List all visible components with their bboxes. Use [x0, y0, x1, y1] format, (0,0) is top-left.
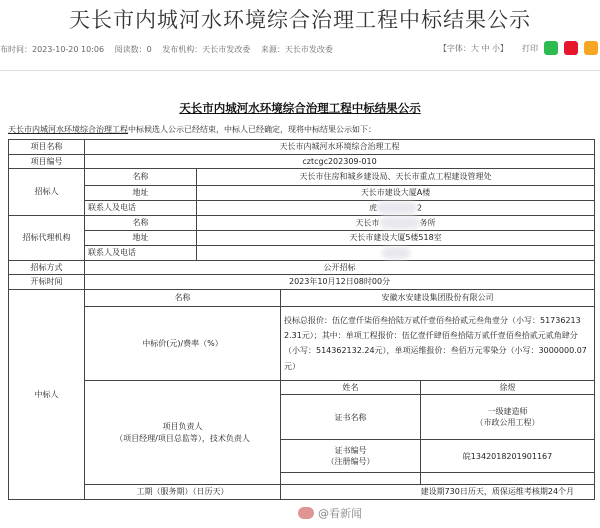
redaction-blur: [380, 217, 420, 229]
agency-contact-value: [197, 245, 595, 260]
tenderer-address-label: 地址: [85, 186, 197, 201]
price-line-4: 元）: [284, 361, 300, 371]
person-name-value: 徐煜: [421, 380, 595, 395]
cert-name-value: [421, 395, 595, 440]
cert-no-label: [281, 440, 421, 473]
cert-name-label: 证书名称: [281, 395, 421, 440]
weibo-logo-icon: [298, 507, 314, 519]
divider: [0, 70, 600, 71]
wechat-share-icon[interactable]: [544, 41, 558, 55]
manager-label-line-1: 项目负责人: [162, 422, 203, 432]
manager-label-line-2: （项目经理/项目总监等），技术负责人: [115, 433, 250, 443]
redaction-blur: [382, 247, 410, 259]
tenderer-contact-suffix: 2: [416, 203, 423, 213]
intro-rest: 中标候选人公示已经结束，中标人已经确定，现将中标结果公示如下：: [128, 125, 376, 134]
project-name-label: 项目名称: [9, 140, 85, 155]
print-link[interactable]: 打印: [522, 43, 538, 53]
cert-name-line-2: （市政公用工程）: [475, 418, 540, 428]
intro-project-name: 天长市内城河水环境综合治理工程: [8, 125, 128, 134]
page-title: 天长市内城河水环境综合治理工程中标结果公示: [69, 8, 531, 32]
price-line-2: 2.31元）；其中：单项工程报价：伍亿壹仟肆佰叁拾陆万贰仟壹佰叁拾贰元贰角肆分: [284, 331, 578, 341]
open-time-label: 开标时间: [9, 275, 85, 290]
cert-no-label-line-1: 证书编号: [334, 445, 367, 455]
tenderer-name-label: 名称: [85, 169, 197, 186]
tenderer-address-value: 天长市建设大厦A楼: [197, 186, 595, 201]
person-name-label: 姓名: [281, 380, 421, 395]
document-title: 天长市内城河水环境综合治理工程中标结果公示: [179, 101, 421, 115]
agency-name-value: [197, 215, 595, 230]
manager-label: [85, 380, 281, 485]
watermark-text: @看新闻: [318, 507, 362, 520]
font-size-selector[interactable]: 【字体：大 中 小】: [438, 43, 508, 53]
publish-time: 布时间：2023-10-20 10:06: [0, 45, 105, 54]
price-label: 中标价(元)/费率（%）: [85, 306, 281, 380]
agency-name-prefix: 天长市: [355, 218, 380, 228]
open-time-value: 2023年10月12日08时00分: [85, 275, 595, 290]
agency-contact-label: 联系人及电话: [85, 245, 197, 260]
weibo-share-icon[interactable]: [564, 41, 578, 55]
duration-label: 工期（服务期）（日历天）: [85, 485, 281, 500]
project-name-value: 天长市内城河水环境综合治理工程: [85, 140, 595, 155]
agency-address-value: 天长市建设大厦5楼518室: [197, 230, 595, 245]
agency-address-label: 地址: [85, 230, 197, 245]
price-line-3: （小写：514362132.24元），单项运维报价：叁佰万元零染分（小写：3000000.07: [284, 346, 587, 356]
tenderer-contact-prefix: 虎: [368, 203, 377, 213]
tenderer-name-value: 天长市住房和城乡建设局、天长市重点工程建设管理处: [197, 169, 595, 186]
agency-label: 招标代理机构: [9, 215, 85, 260]
empty-cell: [281, 473, 421, 485]
agency-name-suffix: 务所: [419, 218, 436, 228]
winner-name-label: 名称: [85, 289, 281, 306]
project-no-value: cztcgc202309-010: [85, 154, 595, 169]
tenderer-label: 招标人: [9, 169, 85, 216]
tenderer-contact-label: 联系人及电话: [85, 200, 197, 215]
source: 来源：天长市发改委: [260, 45, 333, 54]
cert-no-label-line-2: （注册编号）: [326, 457, 375, 467]
duration-value: 建设期730日历天，质保运维考核期24个月: [281, 485, 595, 500]
tenderer-contact-value: [197, 200, 595, 215]
publisher: 发布机构：天长市发改委: [162, 45, 251, 54]
winner-label: 中标人: [9, 289, 85, 499]
method-label: 招标方式: [9, 260, 85, 275]
more-share-icon[interactable]: [584, 41, 598, 55]
result-table: [8, 139, 595, 500]
redaction-blur: [377, 202, 417, 214]
method-value: 公开招标: [85, 260, 595, 275]
article-meta-bar: [0, 44, 600, 60]
agency-name-label: 名称: [85, 215, 197, 230]
empty-cell: [421, 473, 595, 485]
watermark: [298, 505, 362, 521]
winner-name-value: 安徽水安建设集团股份有限公司: [281, 289, 595, 306]
read-count: 阅读数：0: [114, 45, 152, 54]
cert-no-value: 皖1342018201901167: [421, 440, 595, 473]
intro-text: [8, 124, 376, 135]
cert-name-line-1: 一级建造师: [487, 406, 528, 416]
price-value: [281, 306, 595, 380]
project-no-label: 项目编号: [9, 154, 85, 169]
price-line-1: 投标总报价：伍亿壹仟柒佰叁拾陆万贰仟壹佰叁拾贰元叁角壹分（小写：51736213: [284, 315, 581, 325]
